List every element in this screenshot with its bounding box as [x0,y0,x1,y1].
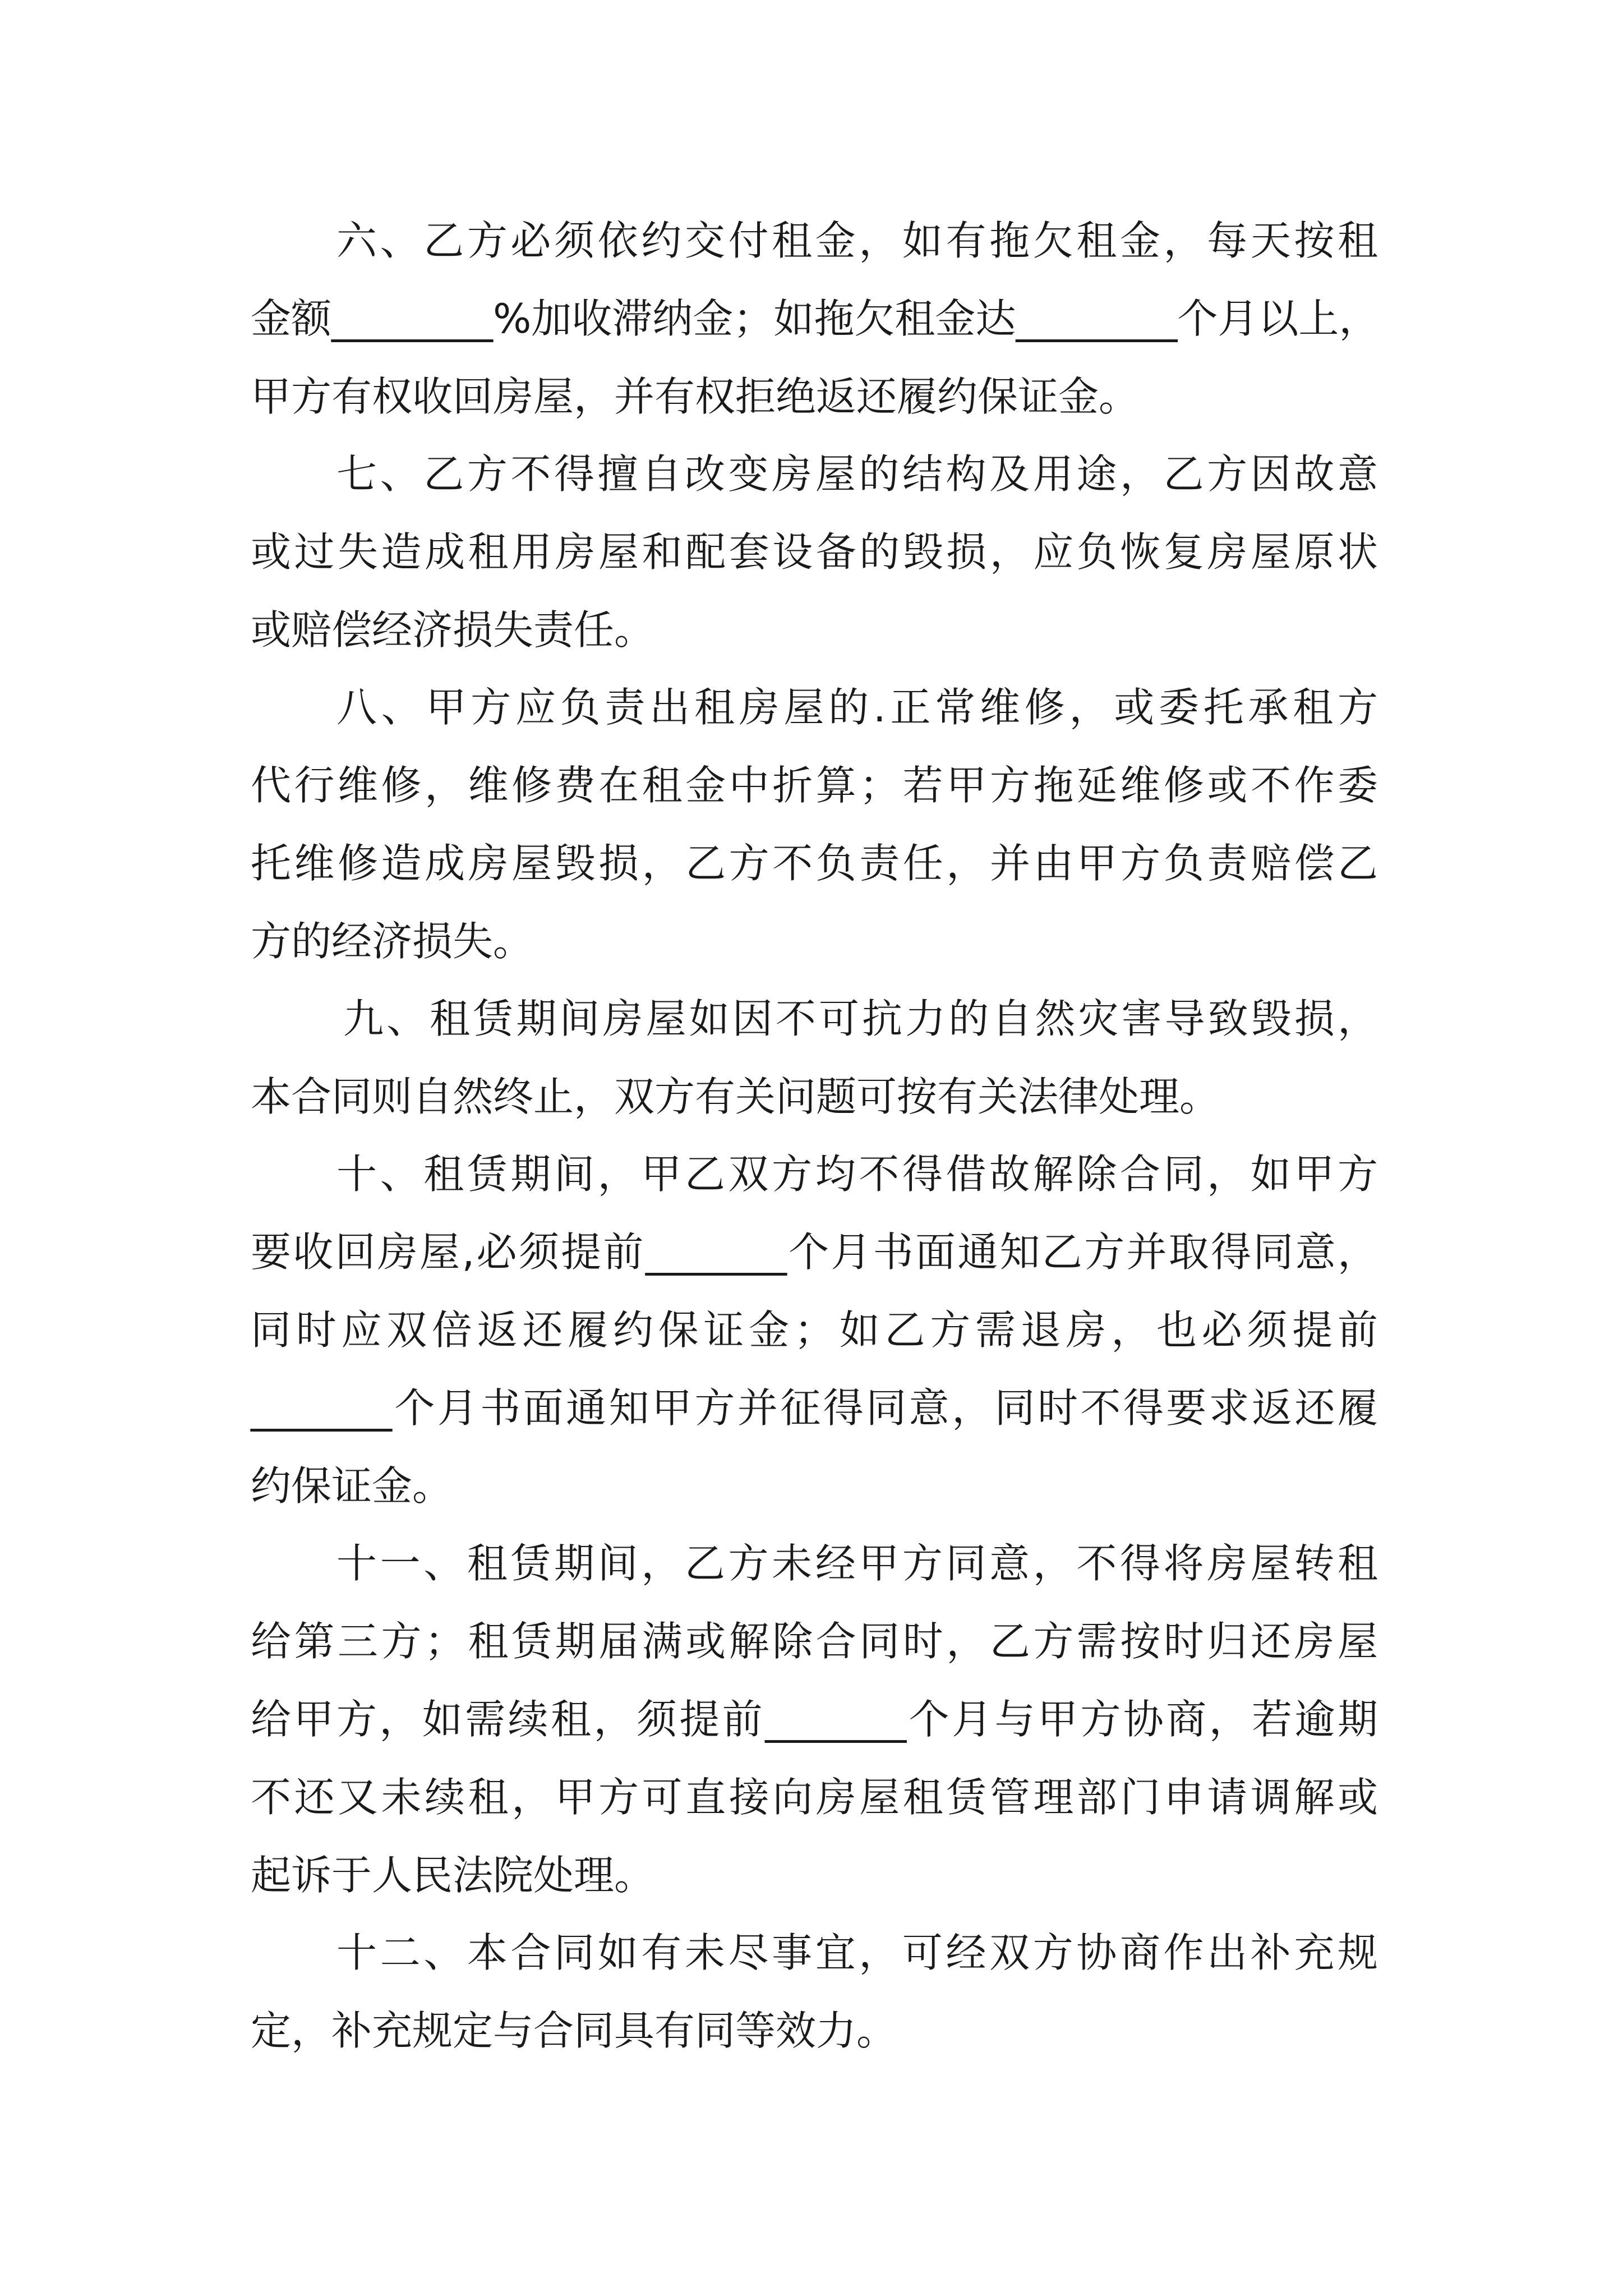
paragraph-line: 代行维修，维修费在租金中折算；若甲方拖延维修或不作委 [251,762,1378,809]
paragraph-line: 八、甲方应负责出租房屋的.正常维修，或委托承租方 [336,684,1378,731]
paragraph-line: 定，补充规定与合同具有同等效力。 [251,2007,897,2054]
paragraph-line: 或过失造成租用房屋和配套设备的毁损，应负恢复房屋原状 [251,528,1378,576]
paragraph-line: 六、乙方必须依约交付租金，如有拖欠租金，每天按租 [336,217,1378,264]
paragraph-line: 方的经济损失。 [251,918,534,965]
paragraph-line: 给甲方，如需续租，须提前_______个月与甲方协商，若逾期 [251,1696,1378,1743]
paragraph-line: _______个月书面通知甲方并征得同意，同时不得要求返还履 [251,1384,1378,1432]
paragraph-line: 同时应双倍返还履约保证金；如乙方需退房，也必须提前 [251,1306,1378,1354]
paragraph-line: 约保证金。 [251,1462,453,1510]
paragraph-line: 十、租赁期间，甲乙双方均不得借故解除合同，如甲方 [336,1151,1378,1198]
paragraph-line: 本合同则自然终止，双方有关问题可按有关法律处理。 [251,1073,1220,1120]
paragraph-line: 或赔偿经济损失责任。 [251,606,655,654]
paragraph-line: 起诉于人民法院处理。 [251,1852,655,1899]
paragraph-line: 托维修造成房屋毁损，乙方不负责任，并由甲方负责赔偿乙 [251,840,1378,887]
paragraph-line: 九、租赁期间房屋如因不可抗力的自然灾害导致毁损， [343,995,1378,1042]
paragraph-line: 要收回房屋,必须提前_______个月书面通知乙方并取得同意， [251,1228,1378,1276]
paragraph-line: 七、乙方不得擅自改变房屋的结构及用途，乙方因故意 [336,450,1378,498]
paragraph-line: 给第三方；租赁期届满或解除合同时，乙方需按时归还房屋 [251,1618,1378,1665]
paragraph-line: 十二、本合同如有未尽事宜，可经双方协商作出补充规 [336,1929,1378,1976]
paragraph-line: 十一、租赁期间，乙方未经甲方同意，不得将房屋转租 [336,1540,1378,1587]
paragraph-line: 甲方有权收回房屋，并有权拒绝返还履约保证金。 [251,373,1140,420]
paragraph-line: 不还又未续租，甲方可直接向房屋租赁管理部门申请调解或 [251,1774,1378,1821]
paragraph-line: 金额________%加收滞纳金；如拖欠租金达________个月以上， [251,295,1380,342]
